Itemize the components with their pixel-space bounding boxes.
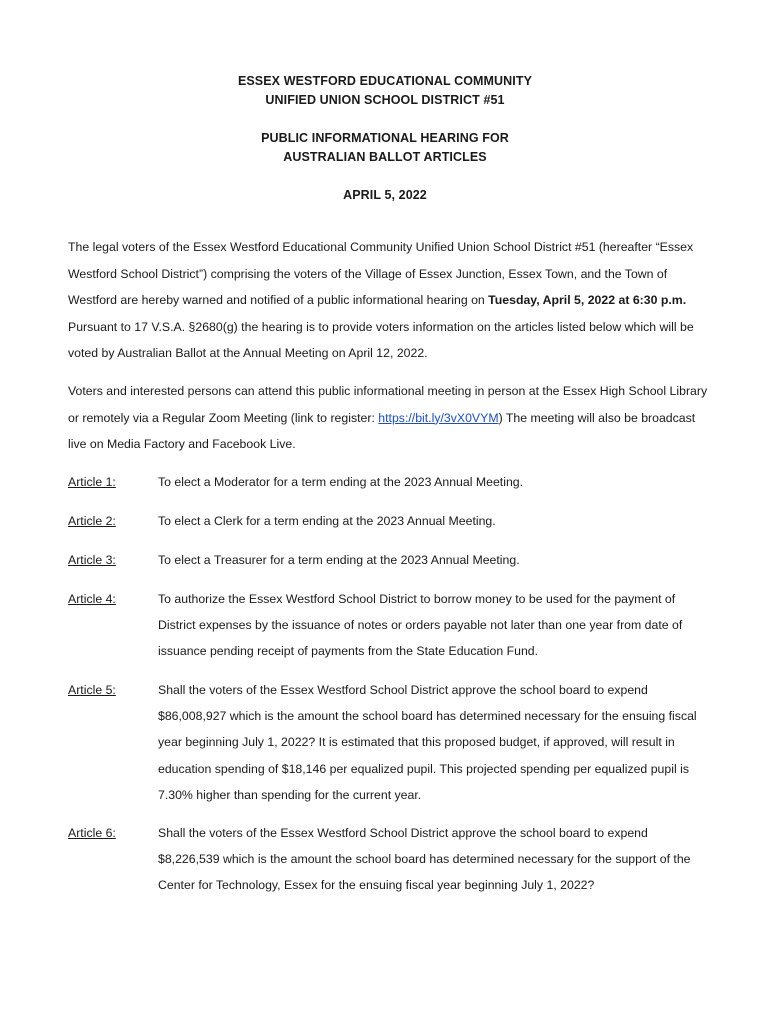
article-label: Article 4: <box>68 592 116 606</box>
article-text: Shall the voters of the Essex Westford School District approve the school board to expend $8,226,539 which is the amount the school board has determined necessary for the support of the Center for Technology, Essex for the ensuing fiscal year beginning July 1, 2022? <box>158 826 691 893</box>
intro-text-2a: Voters and interested persons can attend this public informational meeting in person at the Essex High School Library or remotely via a Regular Zoom Meeting (link to register: <box>68 384 708 425</box>
hearing-date: APRIL 5, 2022 <box>343 188 427 202</box>
article-text: Shall the voters of the Essex Westford School District approve the school board to expend $86,008,927 which is the amount the school board has determined necessary for the ensuing fiscal year beginning July 1, 2022? It is estimated that this proposed budget, if approved, will result in education spending of $18,146 per equalized pupil. This projected spending per equalized pupil is 7.30% higher than spending for the current year. <box>158 683 697 802</box>
zoom-registration-link[interactable]: https://bit.ly/3vX0VYM <box>378 410 499 425</box>
intro-text-2b: ) The meeting will also be broadcast live on Media Factory and Facebook Live. <box>68 410 696 451</box>
article-text: To elect a Moderator for a term ending at the 2023 Annual Meeting. <box>158 475 524 489</box>
article-label: Article 2: <box>68 514 116 528</box>
organization-heading <box>0 72 770 110</box>
article-label: Article 5: <box>68 683 116 697</box>
article-text: To elect a Treasurer for a term ending at the 2023 Annual Meeting. <box>158 553 520 567</box>
intro-text-1b: Pursuant to 17 V.S.A. §2680(g) the hearing is to provide voters information on the articles listed below which will be voted by Australian Ballot at the Annual Meeting on April 12, 2022. <box>68 319 694 360</box>
article-text: To elect a Clerk for a term ending at the 2023 Annual Meeting. <box>158 514 496 528</box>
article-label: Article 3: <box>68 553 116 567</box>
article-label: Article 1: <box>68 475 116 489</box>
hearing-heading <box>0 129 770 167</box>
intro-paragraph-2 <box>68 378 708 458</box>
article-text: To authorize the Essex Westford School District to borrow money to be used for the payment of District expenses by the issuance of notes or orders payable not later than one year from date of issuance pending receipt of payments from the State Education Fund. <box>158 592 683 659</box>
org-name-line1: ESSEX WESTFORD EDUCATIONAL COMMUNITY <box>237 74 533 88</box>
hearing-title-line2: AUSTRALIAN BALLOT ARTICLES <box>283 150 487 164</box>
intro-text-1a: The legal voters of the Essex Westford Educational Community Unified Union School District #51 (hereafter “Essex Westford School District”) comprising the voters of the Village of Essex Junction, Essex Town, and the Town of Westford are hereby warned and notified of a public informational hearing on <box>68 240 694 307</box>
intro-paragraph-1 <box>68 234 708 367</box>
org-name-line2: UNIFIED UNION SCHOOL DISTRICT #51 <box>265 93 505 107</box>
hearing-datetime: Tuesday, April 5, 2022 at 6:30 p.m. <box>488 293 687 307</box>
hearing-title-line1: PUBLIC INFORMATIONAL HEARING FOR <box>261 131 509 145</box>
article-label: Article 6: <box>68 826 116 840</box>
